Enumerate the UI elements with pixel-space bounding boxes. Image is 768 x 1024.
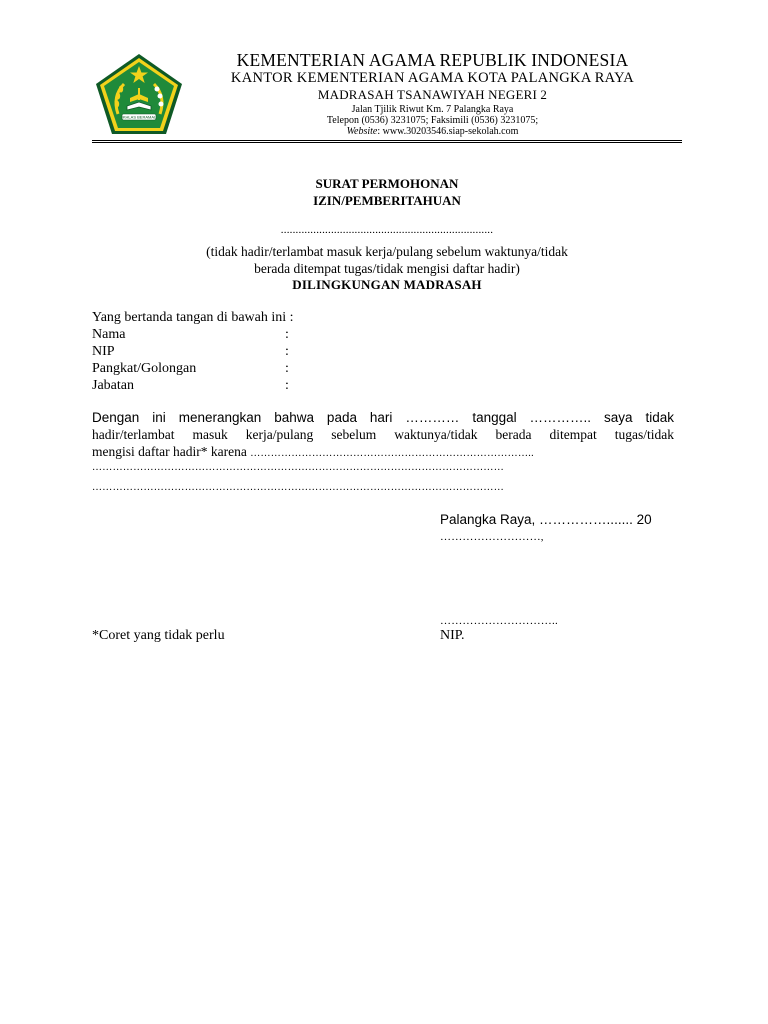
school-phone: Telepon (0536) 3231075; Faksimili (0536) 3231075;: [326, 115, 539, 126]
statement-line-2: hadir/terlambat masuk kerja/pulang sebelum waktunya/tidak berada ditempat tugas/tidak: [92, 427, 674, 442]
statement-reason-label: mengisi daftar hadir* karena: [92, 444, 251, 459]
statement-dots-line-2: …………………………………………………………………………………………………………: [92, 482, 504, 493]
identity-intro: Yang bertanda tangan di bawah ini :: [92, 310, 294, 325]
field-label-nip: NIP: [92, 344, 115, 359]
header-divider-bottom: [92, 142, 682, 143]
header-divider-top: [92, 140, 682, 141]
signature-position-line: ………………………,: [440, 531, 544, 543]
letter-title: SURAT PERMOHONAN: [315, 176, 459, 191]
website-value: : www.30203546.siap-sekolah.com: [377, 126, 519, 137]
website-label: Website: [346, 126, 378, 137]
field-label-jabatan: Jabatan: [92, 378, 134, 393]
field-label-nama: Nama: [92, 327, 126, 342]
kemenag-emblem-icon: [94, 52, 184, 136]
letter-subtitle: IZIN/PEMBERITAHUAN: [313, 193, 461, 208]
reason-options-line1: (tidak hadir/terlambat masuk kerja/pulang sebelum waktunya/tidak: [206, 244, 568, 259]
logo-banner-text: IKHLAS BERAMAL: [121, 114, 157, 120]
statement-dots-line-1: …………………………………………………………………………………………………………: [92, 462, 504, 473]
signature-name-line: …………………………..: [440, 615, 558, 627]
field-colon-nip: :: [285, 344, 289, 359]
statement-reason-dots: ………………………………………………………………………..: [250, 448, 534, 459]
office-name: KANTOR KEMENTERIAN AGAMA KOTA PALANGKA RAYA: [230, 70, 635, 86]
field-label-pangkat: Pangkat/Golongan: [92, 361, 197, 376]
ministry-name: KEMENTERIAN AGAMA REPUBLIK INDONESIA: [236, 50, 629, 70]
signature-place-date: Palangka Raya, ……………....... 20: [440, 512, 652, 527]
statement-line-3: [92, 444, 674, 460]
reason-options-line2: berada ditempat tugas/tidak mengisi daftar hadir): [254, 261, 520, 276]
title-fill-line: ........................................................................: [280, 224, 494, 236]
school-name: MADRASAH TSANAWIYAH NEGERI 2: [317, 87, 548, 102]
field-colon-jabatan: :: [285, 378, 289, 393]
statement-line-1: Dengan ini menerangkan bahwa pada hari ………… tanggal ………….. saya tidak: [92, 410, 674, 425]
scope-heading: DILINGKUNGAN MADRASAH: [292, 277, 482, 292]
signature-nip: NIP.: [440, 628, 465, 643]
school-address: Jalan Tjilik Riwut Km. 7 Palangka Raya: [351, 104, 514, 115]
school-website: [190, 126, 675, 137]
field-colon-nama: :: [285, 327, 289, 342]
footnote: *Coret yang tidak perlu: [92, 628, 225, 643]
field-colon-pangkat: :: [285, 361, 289, 376]
